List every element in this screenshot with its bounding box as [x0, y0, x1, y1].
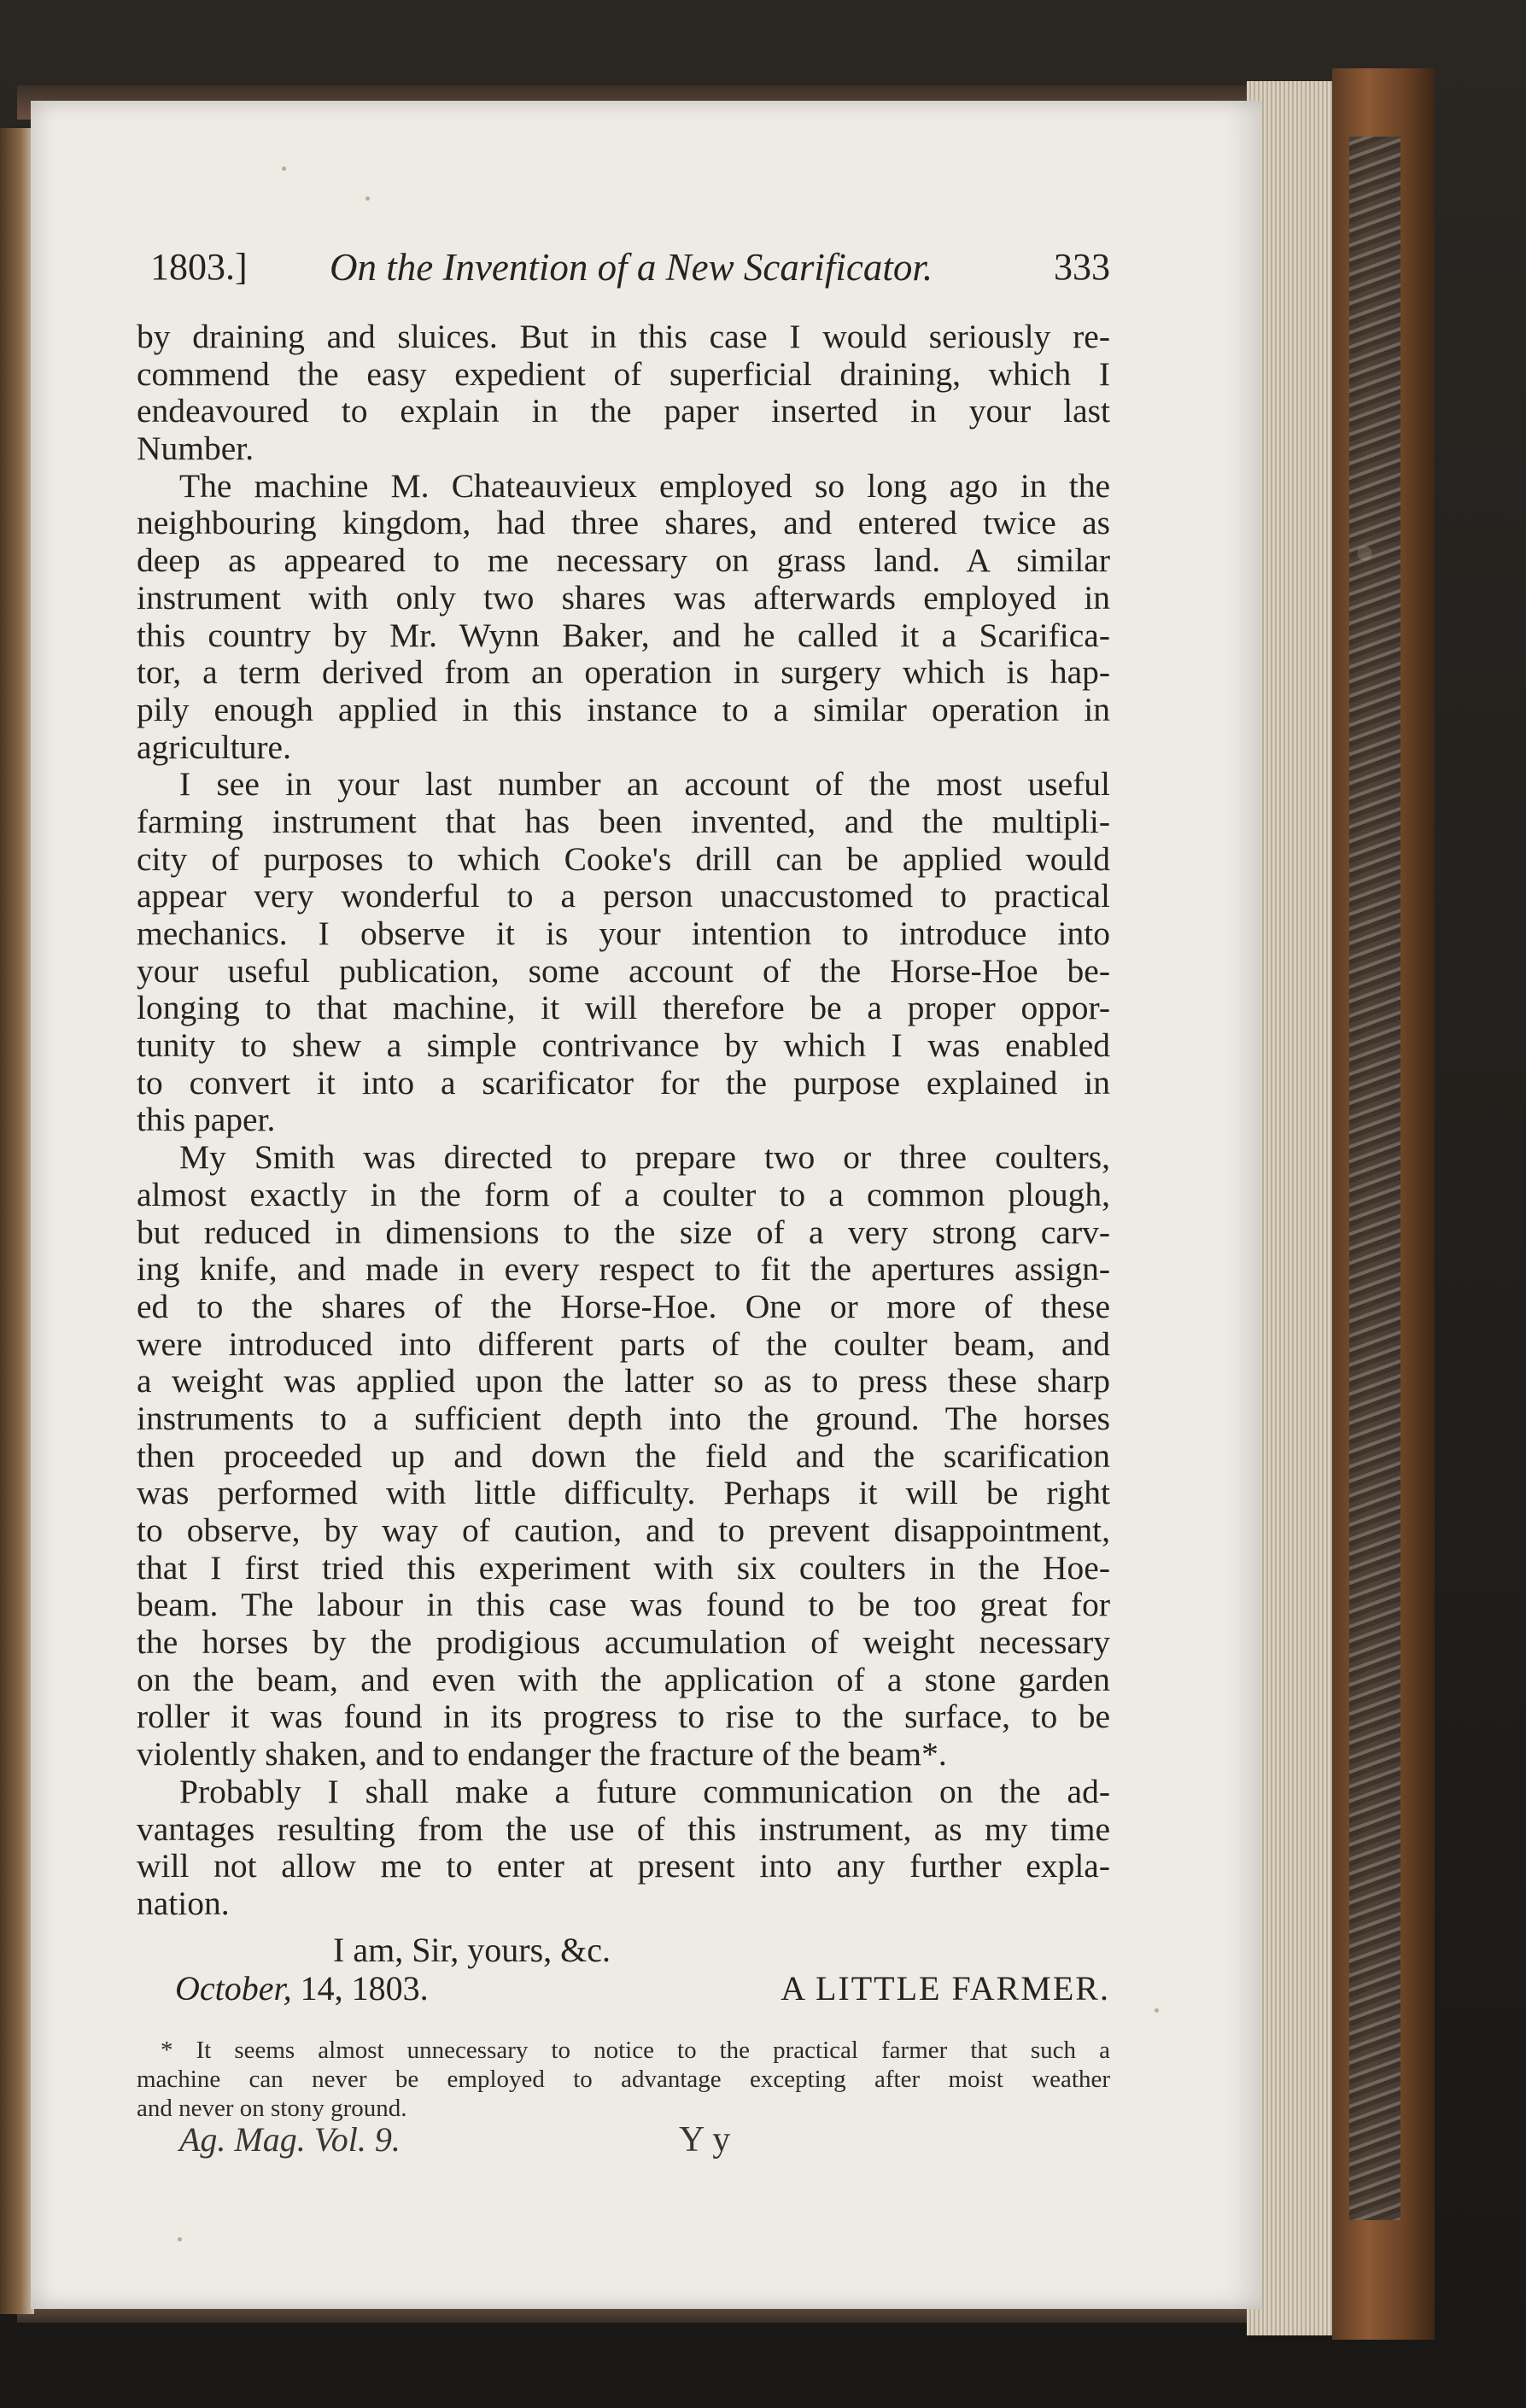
text-line: longing to that machine, it will therefore be a proper oppor-	[137, 990, 1110, 1027]
running-header	[150, 245, 1110, 296]
text-line: to observe, by way of caution, and to prevent disappointment,	[137, 1512, 1110, 1549]
paper-speck	[365, 196, 370, 201]
signature-letters: Y y	[679, 2120, 731, 2160]
header-year: 1803.]	[150, 246, 248, 288]
paper-speck	[178, 2237, 182, 2241]
text-line: but reduced in dimensions to the size of a very strong carv-	[137, 1213, 1110, 1251]
text-line: by draining and sluices. But in this case I would seriously re-	[137, 319, 1110, 355]
text-line: neighbouring kingdom, had three shares, and entered twice as	[137, 505, 1110, 542]
text-line: to convert it into a scarificator for the purpose explained in	[137, 1064, 1110, 1102]
text-line: this paper.	[137, 1102, 276, 1139]
salutation: I am, Sir, yours, &c.	[333, 1931, 611, 1969]
text-line: agriculture.	[137, 728, 291, 766]
text-line: on the beam, and even with the application of a stone garden	[137, 1661, 1110, 1698]
text-line: vantages resulting from the use of this instrument, as my time	[137, 1810, 1110, 1848]
text-line: that I first tried this experiment with six coulters in the Hoe-	[137, 1549, 1110, 1587]
text-line: deep as appeared to me necessary on grass land. A similar	[137, 542, 1110, 580]
date-month: October,	[175, 1969, 292, 2008]
text-line: tunity to shew a simple contrivance by which I was enabled	[137, 1027, 1110, 1065]
paper-speck	[1155, 2008, 1159, 2013]
footnote-line: * It seems almost unnecessary to notice to the practical farmer that such a	[161, 2037, 1110, 2064]
text-line: I see in your last number an account of the most useful	[179, 766, 1110, 804]
text-line: was performed with little difficulty. Perhaps it will be right	[137, 1475, 1110, 1512]
paper-speck	[282, 167, 286, 171]
letter-date	[175, 1968, 429, 2008]
date-rest: 14, 1803.	[300, 1969, 429, 2008]
footnote	[137, 2036, 1110, 2123]
footnote-line: and never on stony ground.	[137, 2095, 407, 2122]
text-line: almost exactly in the form of a coulter to a common plough,	[137, 1176, 1110, 1213]
page-footer	[179, 2119, 760, 2162]
text-line: your useful publication, some account of the Horse-Hoe be-	[137, 952, 1110, 990]
text-line: instruments to a sufficient depth into the ground. The horses	[137, 1400, 1110, 1437]
book-spine-edge	[0, 128, 34, 2314]
signature-mark: Ag. Mag. Vol. 9.	[179, 2120, 401, 2159]
text-line: the horses by the prodigious accumulation of weight necessary	[137, 1624, 1110, 1662]
text-line: Probably I shall make a future communication on the ad-	[179, 1773, 1110, 1810]
text-line: pily enough applied in this instance to a similar operation in	[137, 691, 1110, 728]
article-body	[137, 319, 1110, 1923]
text-line: will not allow me to enter at present into any further expla-	[137, 1848, 1110, 1885]
text-line: ing knife, and made in every respect to fit the apertures assign-	[137, 1251, 1110, 1289]
text-line: beam. The labour in this case was found to be too great for	[137, 1587, 1110, 1624]
text-line: were introduced into different parts of the coulter beam, and	[137, 1325, 1110, 1363]
text-line: My Smith was directed to prepare two or three coulters,	[179, 1139, 1110, 1177]
header-title: On the Invention of a New Scarificator.	[330, 246, 933, 289]
text-line: violently shaken, and to endanger the fracture of the beam*.	[137, 1736, 947, 1774]
text-line: Number.	[137, 430, 254, 468]
text-line: farming instrument that has been invented, and the multipli-	[137, 803, 1110, 840]
text-line: then proceeded up and down the field and the scarification	[137, 1437, 1110, 1475]
text-line: this country by Mr. Wynn Baker, and he called it a Scarifica-	[137, 617, 1110, 654]
text-line: instrument with only two shares was afterwards employed in	[137, 579, 1110, 617]
text-line: a weight was applied upon the latter so as to press these sharp	[137, 1363, 1110, 1400]
text-line: roller it was found in its progress to rise to the surface, to be	[137, 1698, 1110, 1736]
text-line: city of purposes to which Cooke's drill can be applied would	[137, 840, 1110, 878]
footnote-line: machine can never be employed to advantage excepting after moist weather	[137, 2066, 1110, 2093]
text-line: mechanics. I observe it is your intention to introduce into	[137, 915, 1110, 952]
text-line: appear very wonderful to a person unaccustomed to practical	[137, 878, 1110, 915]
text-line: endeavoured to explain in the paper inserted in your last	[137, 393, 1110, 430]
text-line: tor, a term derived from an operation in surgery which is hap-	[137, 654, 1110, 692]
text-line: ed to the shares of the Horse-Hoe. One or more of these	[137, 1288, 1110, 1325]
text-line: commend the easy expedient of superficial draining, which I	[137, 355, 1110, 393]
author-name: A LITTLE FARMER.	[781, 1969, 1110, 2008]
text-line: nation.	[137, 1885, 230, 1922]
marbled-endpaper	[1349, 137, 1400, 2220]
text-line: The machine M. Chateauvieux employed so long ago in the	[179, 467, 1110, 505]
page-number: 333	[1054, 246, 1110, 288]
signoff-row	[175, 1968, 1110, 2008]
